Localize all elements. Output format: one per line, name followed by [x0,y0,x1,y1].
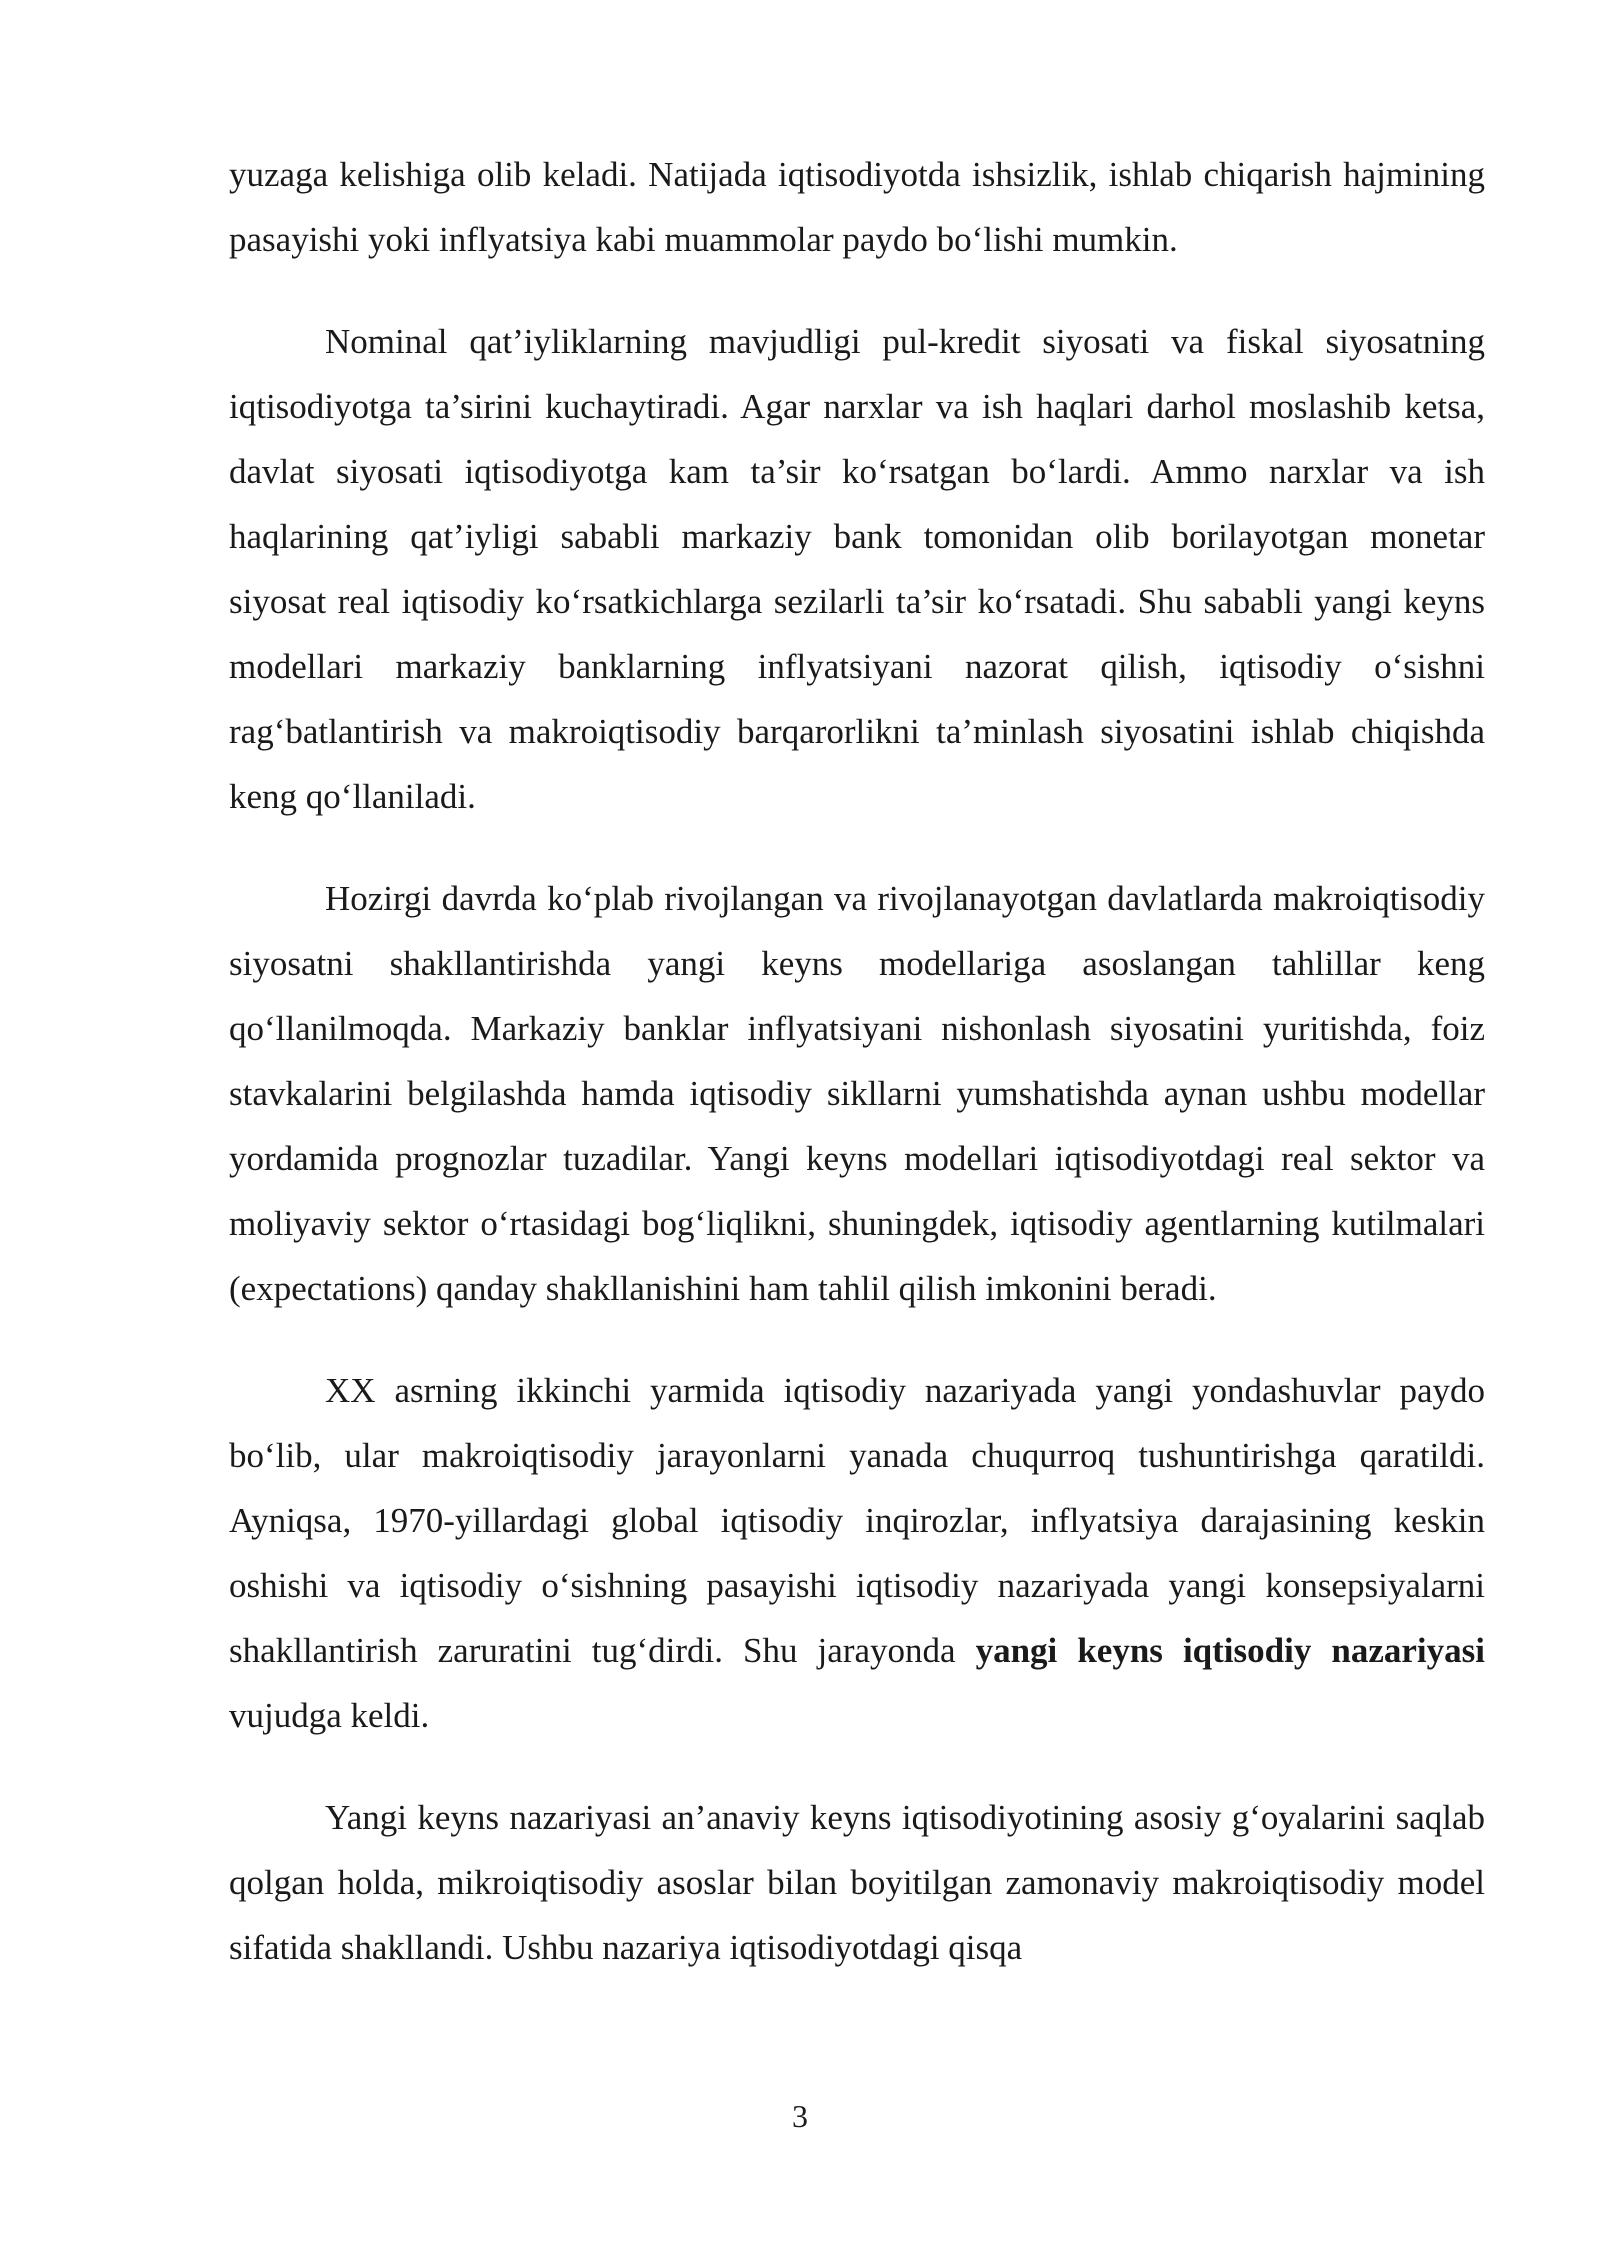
paragraph-current-period: Hozirgi davrda ko‘plab rivojlangan va rivojlanayotgan davlatlarda makroiqtisodiy siyosatni shakllantirishda yangi keyns modellariga asoslangan tahlillar keng qo‘llanilmoqda. Markaziy banklar inflyatsiyani nishonlash siyosatini yuritishda, foiz stavkalarini belgilashda hamda iqtisodiy sikllarni yumshatishda aynan ushbu modellar yordamida prognozlar tuzadilar. Yangi keyns modellari iqtisodiyotdagi real sektor va moliyaviy sektor o‘rtasidagi bog‘liqlikni, shuningdek, iqtisodiy agentlarning kutilmalari (expectations) qanday shakllanishini ham tahlil qilish imkonini beradi. [229,879,1485,1308]
paragraph-new-keynesian-theory: Yangi keyns nazariyasi an’anaviy keyns iqtisodiyotining asosiy g‘oyalarini saqlab qolgan holda, mikroiqtisodiy asoslar bilan boyitilgan zamonaviy makroiqtisodiy model sifatida shakllandi. Ushbu nazariya iqtisodiyotdagi qisqa [229,1798,1485,1967]
page-number: 3 [792,2098,808,2134]
paragraph-nominal-rigidities: Nominal qat’iyliklarning mavjudligi pul-kredit siyosati va fiskal siyosatning iqtisodiyotga ta’sirini kuchaytiradi. Agar narxlar va ish haqlari darhol moslashib ketsa, davlat siyosati iqtisodiyotga kam ta’sir ko‘rsatgan bo‘lardi. Ammo narxlar va ish haqlarining qat’iyligi sababli markaziy bank tomonidan olib borilayotgan monetar siyosat real iqtisodiy ko‘rsatkichlarga sezilarli ta’sir ko‘rsatadi. Shu sababli yangi keyns modellari markaziy banklarning inflyatsiyani nazorat qilish, iqtisodiy o‘sishni rag‘batlantirish va makroiqtisodiy barqarorlikni ta’minlash siyosatini ishlab chiqishda keng qo‘llaniladi. [229,322,1485,816]
paragraph-xx-century [229,1358,1485,1748]
bold-term: yangi keyns iqtisodiy nazariyasi [975,1631,1485,1670]
paragraph-text-after-bold: vujudga keldi. [229,1696,430,1735]
page-body [229,142,1485,2017]
paragraph-continued: yuzaga kelishiga olib keladi. Natijada iqtisodiyotda ishsizlik, ishlab chiqarish hajmining pasayishi yoki inflyatsiya kabi muammolar paydo bo‘lishi mumkin. [229,155,1485,259]
paragraph-text-before-bold: XX asrning ikkinchi yarmida iqtisodiy nazariyada yangi yondashuvlar paydo bo‘lib, ular makroiqtisodiy jarayonlarni yanada chuqurroq tushuntirishga qaratildi. Ayniqsa, 1970-yillardagi global iqtisodiy inqirozlar, inflyatsiya darajasining keskin oshishi va iqtisodiy o‘sishning pasayishi iqtisodiy nazariyada yangi konsepsiyalarni shakllantirish zaruratini tug‘dirdi. Shu jarayonda [229,1371,1485,1670]
